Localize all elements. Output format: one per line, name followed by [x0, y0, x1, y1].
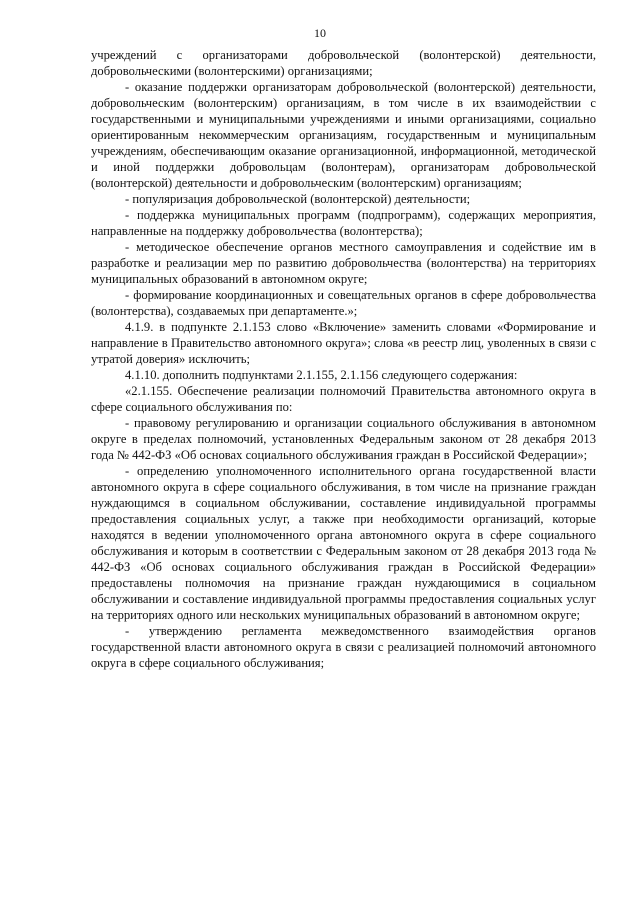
paragraph: - утверждению регламента межведомственного взаимодействия органов государственной власти автономного округа в связи с реализацией полномочий автономного округа в сфере социального обслуживания;: [91, 624, 596, 670]
paragraph: - правовому регулированию и организации социального обслуживания в автономном округе в пределах полномочий, установленных Федеральным законом от 28 декабря 2013 года № 442-ФЗ «Об основах социального обслуживания граждан в Российской Федерации»;: [91, 416, 596, 462]
paragraph: - оказание поддержки организаторам добровольческой (волонтерской) деятельности, добровольческим (волонтерским) организациям, в том числе в их взаимодействии с государственными и муниципальными учреждениями и иными организациями, социально ориентированным некоммерческим организациям, государственным и муниципальным учреждениям, обеспечивающим оказание организационной, информационной, методической и иной поддержки добровольцам (волонтерам), организаторам добровольческой (волонтерской) деятельности и добровольческим (волонтерским) организациям;: [91, 80, 596, 190]
paragraph: «2.1.155. Обеспечение реализации полномочий Правительства автономного округа в сфере социального обслуживания по:: [91, 384, 596, 414]
paragraph: - определению уполномоченного исполнительного органа государственной власти автономного округа в сфере социального обслуживания, в том числе на признание граждан нуждающимся в социальном обслуживании, составление индивидуальной программы предоставления социальных услуг, а также при необходимости организаций, которые находятся в ведении уполномоченного органа автономного округа в сфере социального обслуживания и которым в соответствии с Федеральным законом от 28 декабря 2013 года № 442-ФЗ «Об основах социального обслуживания граждан в Российской Федерации» предоставлены полномочия на признание граждан нуждающимися в социальном обслуживании и составление индивидуальной программы предоставления социальных услуг на территориях одного или нескольких муниципальных образований в автономном округе;: [91, 464, 596, 622]
paragraph: - формирование координационных и совещательных органов в сфере добровольчества (волонтерства), создаваемых при департаменте.»;: [91, 288, 596, 318]
paragraph: - популяризация добровольческой (волонтерской) деятельности;: [125, 192, 471, 206]
page-number: 10: [314, 26, 326, 40]
paragraph: - поддержка муниципальных программ (подпрограмм), содержащих мероприятия, направленные на поддержку добровольчества (волонтерства);: [91, 208, 596, 238]
paragraph: 4.1.9. в подпункте 2.1.153 слово «Включение» заменить словами «Формирование и направление в Правительство автономного округа»; слова «в реестр лиц, уволенных в связи с утратой доверия» исключить;: [91, 320, 596, 366]
document-body: [91, 47, 596, 671]
paragraph: учреждений с организаторами добровольческой (волонтерской) деятельности, добровольческими (волонтерскими) организациями;: [91, 48, 596, 78]
paragraph: - методическое обеспечение органов местного самоуправления и содействие им в разработке и реализации мер по развитию добровольчества (волонтерства) на территориях муниципальных образований в автономном округе;: [91, 240, 596, 286]
paragraph: 4.1.10. дополнить подпунктами 2.1.155, 2.1.156 следующего содержания:: [125, 368, 518, 382]
